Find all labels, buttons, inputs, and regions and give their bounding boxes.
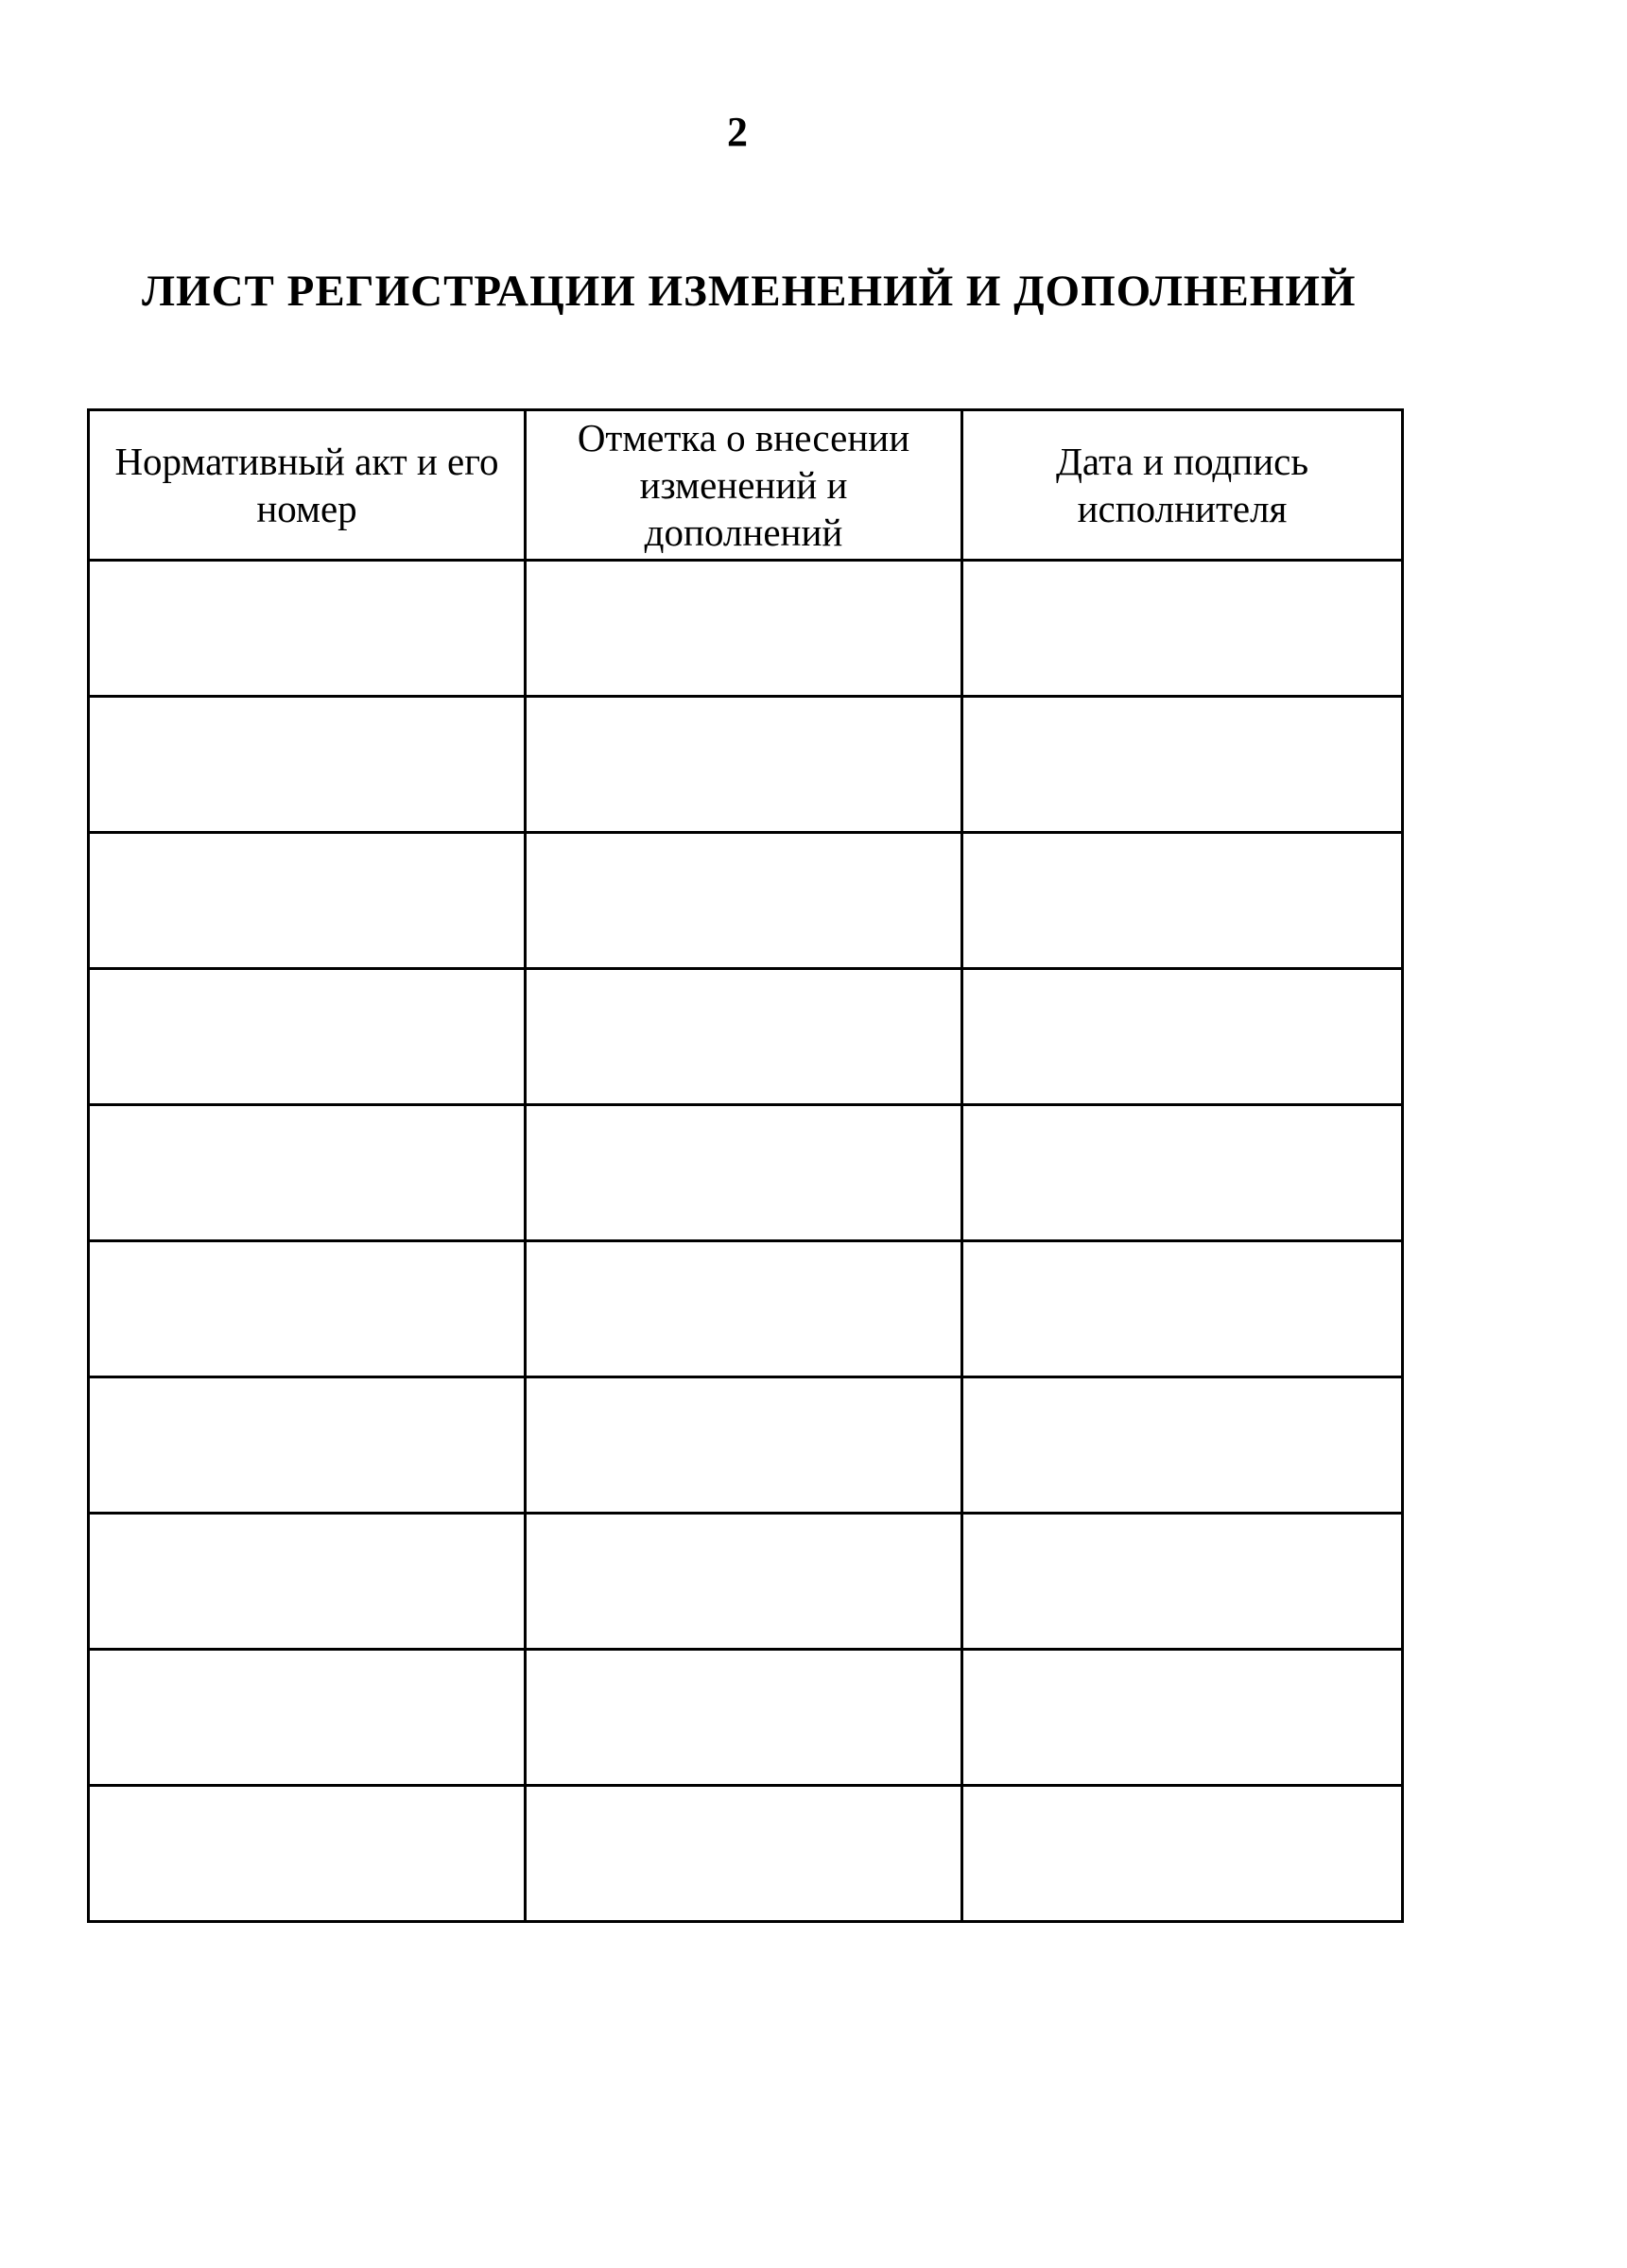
cell-date-signature [962,697,1403,833]
cell-normative-act [89,1241,526,1377]
column-header-date-signature [962,410,1403,561]
table-row [89,1241,1403,1377]
cell-normative-act [89,1786,526,1922]
cell-date-signature [962,561,1403,697]
column-header-normative-act [89,410,526,561]
column-header-label: Отметка о внесении изменений и дополнений [577,416,910,554]
cell-normative-act [89,697,526,833]
change-register-table [87,408,1404,1923]
cell-change-mark [526,1650,962,1786]
table-header-row [89,410,1403,561]
cell-change-mark [526,1786,962,1922]
table-row [89,561,1403,697]
column-header-label: Нормативный акт и его номер [114,440,499,530]
cell-date-signature [962,1650,1403,1786]
cell-date-signature [962,1377,1403,1514]
cell-normative-act [89,969,526,1105]
cell-change-mark [526,561,962,697]
table-row [89,697,1403,833]
table-row [89,1650,1403,1786]
cell-change-mark [526,1377,962,1514]
table-row [89,833,1403,969]
cell-date-signature [962,969,1403,1105]
cell-change-mark [526,1105,962,1241]
table-row [89,1377,1403,1514]
cell-change-mark [526,1514,962,1650]
cell-change-mark [526,969,962,1105]
page-number: 2 [727,109,748,155]
table-row [89,969,1403,1105]
table-row [89,1105,1403,1241]
cell-normative-act [89,1514,526,1650]
cell-normative-act [89,1377,526,1514]
column-header-label: Дата и подпись исполнителя [1055,440,1309,530]
column-header-change-mark [526,410,962,561]
cell-change-mark [526,697,962,833]
cell-date-signature [962,833,1403,969]
cell-date-signature [962,1514,1403,1650]
table-row [89,1514,1403,1650]
cell-change-mark [526,833,962,969]
cell-date-signature [962,1241,1403,1377]
cell-normative-act [89,1650,526,1786]
cell-normative-act [89,561,526,697]
cell-normative-act [89,1105,526,1241]
table-body [89,561,1403,1922]
cell-normative-act [89,833,526,969]
table-row [89,1786,1403,1922]
page-title: ЛИСТ РЕГИСТРАЦИИ ИЗМЕНЕНИЙ И ДОПОЛНЕНИЙ [142,267,1357,316]
cell-date-signature [962,1105,1403,1241]
cell-date-signature [962,1786,1403,1922]
cell-change-mark [526,1241,962,1377]
